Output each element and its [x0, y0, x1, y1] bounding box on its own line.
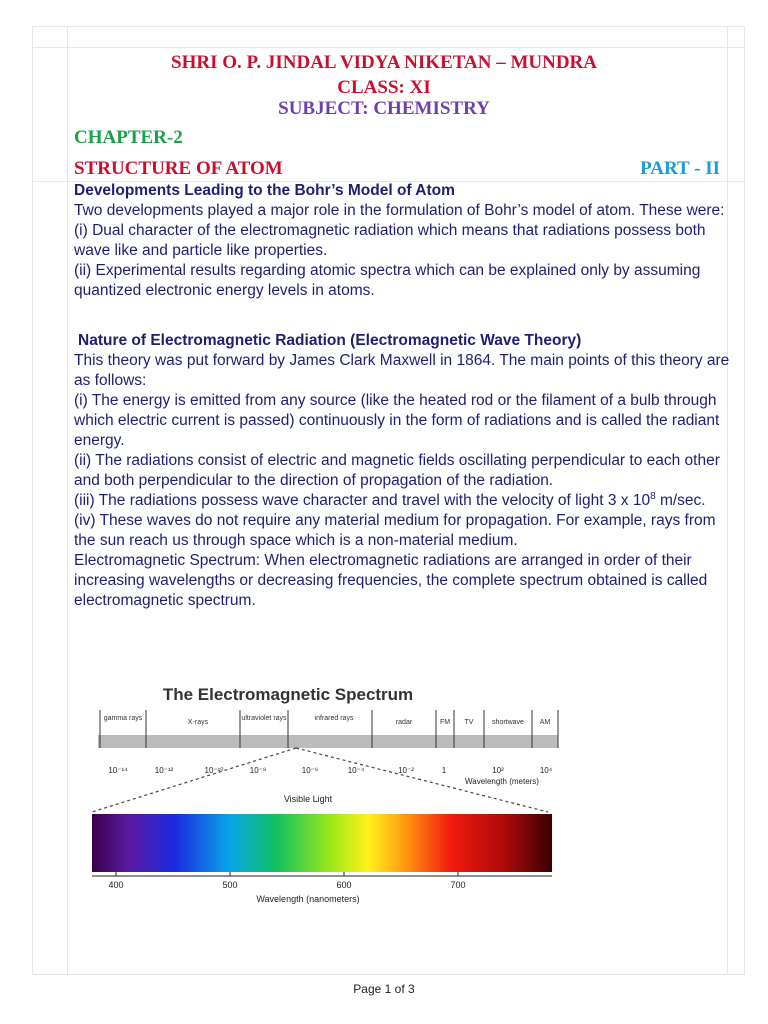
paragraph: (ii) The radiations consist of electric and magnetic fields oscillating perpendicular to each other and both perpendicular to the direction of propagation of the radiation. [74, 452, 720, 489]
wavelength-tick: 10⁻⁸ [249, 766, 267, 775]
text-span: m/sec. [655, 492, 706, 509]
wavelength-axis-label: Wavelength (meters) [465, 777, 539, 786]
band-label: shortwave [492, 719, 524, 726]
band-label: radar [395, 719, 413, 726]
em-spectrum-figure [88, 680, 568, 910]
figure-title: The Electromagnetic Spectrum [162, 685, 414, 704]
wavelength-tick: 10⁴ [539, 766, 553, 775]
guide-right-outer [744, 26, 745, 975]
wavelength-tick: 10² [492, 766, 504, 775]
paragraph: (i) Dual character of the electromagnetic radiation which means that radiations possess both wave like and particle like properties. [74, 222, 706, 259]
part-label: PART - II [640, 158, 720, 179]
visible-spectrum-bar [92, 814, 552, 872]
chapter-label: CHAPTER-2 [74, 127, 183, 148]
wavelength-tick: 10⁻¹⁴ [108, 766, 128, 775]
wavelength-tick: 10⁻¹² [154, 766, 174, 775]
nm-tick: 700 [450, 880, 466, 890]
subject-label: SUBJECT: CHEMISTRY [278, 98, 490, 119]
paragraph: (iv) These waves do not require any material medium for propagation. For example, rays from the sun reach us through space which is a non-material medium. [74, 512, 716, 549]
band-label: AM [539, 719, 551, 726]
guide-left-inner [67, 26, 68, 975]
wavelength-tick: 10⁻⁶ [301, 766, 319, 775]
band-label: infrared rays [314, 715, 354, 722]
guide-left-outer [32, 26, 33, 975]
guide-top2 [32, 47, 744, 48]
paragraph [74, 491, 734, 511]
paragraph: Electromagnetic Spectrum: When electromagnetic radiations are arranged in order of their increasing wavelengths or decreasing frequencies, the complete spectrum obtained is called electromagnetic spectrum. [74, 552, 708, 609]
chapter-title: STRUCTURE OF ATOM [74, 158, 283, 179]
wavelength-tick: 10⁻¹⁰ [204, 766, 224, 775]
text-span: (iii) The radiations possess wave character and travel with the velocity of light 3 x 10 [74, 492, 651, 509]
document-body [74, 181, 734, 611]
paragraph: (i) The energy is emitted from any source (like the heated rod or the filament of a bulb through which electric current is passed) continuously in the form of radiations and is called the radiant energy. [74, 392, 720, 449]
exponent: 8 [650, 490, 656, 502]
wavelength-tick: 10⁻⁴ [347, 766, 365, 775]
section-heading-em-radiation: Nature of Electromagnetic Radiation (Electromagnetic Wave Theory) [78, 332, 582, 349]
band-label: TV [464, 719, 474, 726]
nm-axis-label: Wavelength (nanometers) [256, 894, 360, 904]
wavelength-tick: 10⁻² [398, 766, 414, 775]
nm-tick: 500 [222, 880, 238, 890]
nm-tick: 600 [336, 880, 352, 890]
school-name: SHRI O. P. JINDAL VIDYA NIKETAN – MUNDRA [171, 52, 597, 73]
class-label: CLASS: XI [337, 77, 431, 98]
nm-tick: 400 [108, 880, 124, 890]
paragraph: Two developments played a major role in the formulation of Bohr’s model of atom. These were: [74, 202, 725, 219]
band-label: X-rays [187, 719, 209, 726]
band-label: gamma rays [103, 715, 143, 722]
wavelength-tick: 1 [441, 766, 447, 775]
band-label: ultraviolet rays [241, 715, 287, 722]
paragraph: This theory was put forward by James Clark Maxwell in 1864. The main points of this theory are as follows: [74, 352, 730, 389]
guide-bottom [32, 974, 744, 975]
guide-top [32, 26, 744, 27]
band-bar [98, 735, 558, 748]
visible-light-label: Visible Light [283, 794, 333, 804]
paragraph: (ii) Experimental results regarding atomic spectra which can be explained only by assuming quantized electronic energy levels in atoms. [74, 262, 701, 299]
section-heading-bohr: Developments Leading to the Bohr’s Model of Atom [74, 182, 455, 199]
band-label: FM [439, 719, 451, 726]
page-footer: Page 1 of 3 [353, 982, 415, 996]
